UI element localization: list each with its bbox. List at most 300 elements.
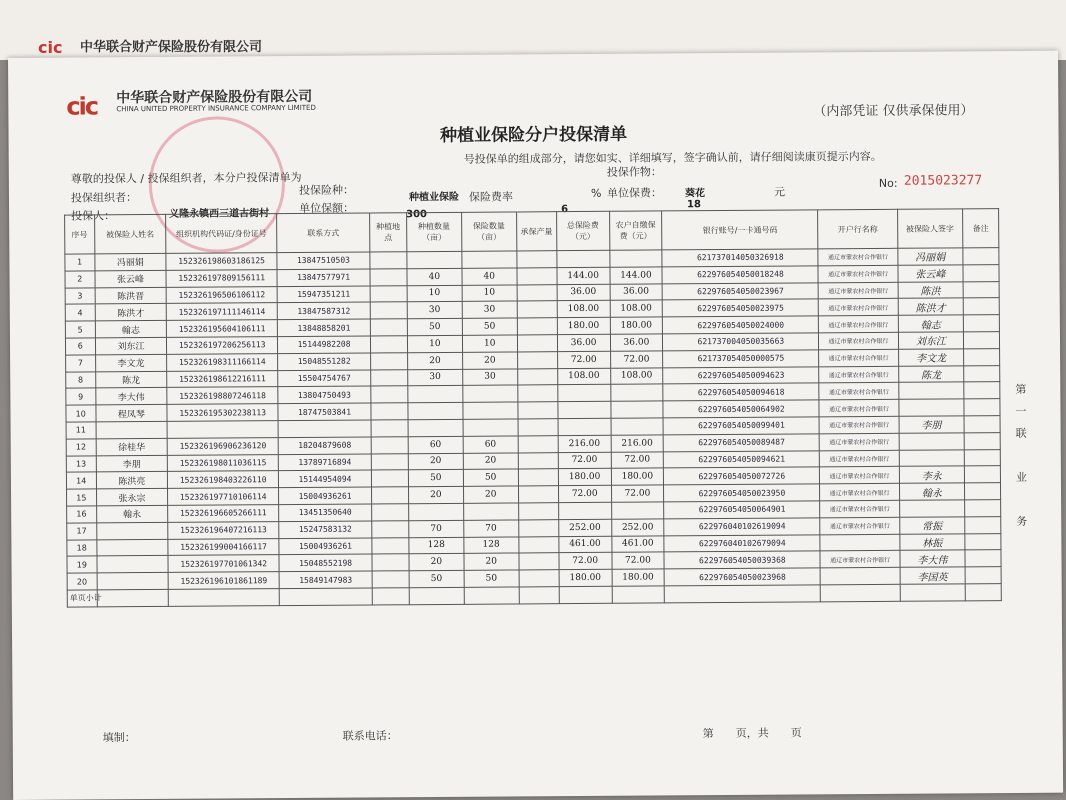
insured-signature: 李大伟 (900, 550, 966, 567)
row-number: 10 (66, 405, 96, 422)
remarks (963, 248, 999, 265)
form-number-label: No: (878, 176, 898, 190)
plant-location (372, 554, 409, 571)
insured-quantity (463, 402, 518, 419)
remarks (964, 416, 1000, 433)
plant-location (370, 252, 407, 269)
plant-location (370, 319, 407, 336)
bank-name: 通辽市蒙农村合作银行 (819, 366, 898, 383)
row-number: 7 (66, 355, 96, 372)
row-number: 19 (67, 556, 97, 573)
plant-quantity: 50 (407, 319, 462, 336)
id-number: 152326199004166117 (168, 538, 279, 556)
insured-name: 张永宗 (96, 489, 168, 506)
insured-name (96, 522, 168, 539)
insured-name: 陈洪亮 (96, 472, 168, 489)
id-number: 152326196506106112 (166, 286, 277, 304)
insured-yield (519, 553, 559, 570)
bank-account: 622976040102619094 (664, 518, 820, 536)
insured-quantity (464, 587, 519, 604)
plant-quantity (409, 503, 464, 520)
phone-number: 15849147983 (279, 571, 372, 588)
self-paid-premium: 72.00 (610, 351, 663, 368)
bank-name: 通辽市蒙农村合作银行 (820, 433, 899, 450)
plant-quantity: 30 (408, 369, 463, 386)
form-title: 种植业保险分户投保清单 (439, 124, 628, 146)
bank-account: 621737014050326918 (662, 249, 818, 267)
insured-quantity: 60 (463, 436, 518, 453)
filled-by-label: 填制： (102, 731, 136, 745)
plant-quantity (408, 403, 463, 420)
insured-name: 刘东江 (95, 337, 167, 354)
bank-account: 622976054050064901 (664, 501, 820, 519)
plant-quantity: 20 (407, 352, 462, 369)
insured-name: 李大伟 (95, 388, 167, 405)
insured-yield (518, 435, 558, 452)
bank-account: 622976054050094623 (663, 366, 819, 384)
remarks (965, 550, 1001, 567)
insured-label: 投保人： (71, 209, 116, 223)
total-premium (558, 502, 611, 519)
plant-location (370, 302, 407, 319)
id-number: 152326198807246118 (167, 387, 278, 405)
bank-name: 通辽市蒙农村合作银行 (820, 467, 899, 484)
phone-number: 15504754767 (278, 370, 371, 387)
insured-yield (518, 469, 558, 486)
insured-yield (517, 318, 557, 335)
bank-name: 通辽市蒙农村合作银行 (819, 332, 898, 349)
plant-location (371, 352, 408, 369)
insured-name: 翰志 (95, 321, 167, 338)
total-premium: 180.00 (557, 317, 610, 334)
side-note-char: 联 (1015, 426, 1027, 440)
row-number: 9 (66, 388, 96, 405)
insured-quantity: 40 (462, 268, 517, 285)
insured-value: 义隆永镇西三道古街村 (169, 208, 270, 220)
plant-location (371, 369, 408, 386)
id-number: 152326196605266111 (168, 505, 279, 523)
plant-location (370, 269, 407, 286)
insured-signature: 李永 (899, 466, 965, 483)
plant-location (371, 453, 408, 470)
unit-premium-label: 单位保费： (606, 186, 663, 200)
bank-name: 通辽市蒙农村合作银行 (820, 500, 899, 517)
id-number: 152326196101861189 (168, 572, 279, 590)
remarks (964, 348, 1000, 365)
unit-premium-unit: 元 (773, 185, 786, 199)
column-header: 开户行名称 (818, 209, 897, 249)
insured-name: 徐桂华 (96, 438, 168, 455)
insured-yield (518, 452, 558, 469)
insured-name: 陈龙 (95, 371, 167, 388)
bank-account: 622976054050018248 (662, 266, 818, 284)
phone-number: 13804750493 (278, 386, 371, 403)
phone-number: 13848858201 (277, 319, 370, 336)
id-number: 152326198011036115 (168, 454, 279, 472)
bank-name: 通辽市蒙农村合作银行 (818, 248, 897, 265)
unit-amount-label: 单位保额： (299, 201, 355, 215)
bank-name (820, 534, 899, 551)
row-number: 16 (67, 506, 97, 523)
insured-yield (519, 587, 559, 604)
plant-location (371, 487, 408, 504)
plant-location (372, 504, 409, 521)
plant-location (371, 470, 408, 487)
remarks (965, 533, 1001, 550)
insured-quantity (463, 385, 518, 402)
total-premium (558, 418, 611, 435)
plant-location (372, 520, 409, 537)
id-number: 152326197710106114 (168, 488, 279, 506)
remarks (963, 298, 999, 315)
table-header-row (65, 209, 999, 255)
bank-account: 621737054050000575 (663, 350, 819, 368)
total-premium: 108.00 (557, 368, 610, 385)
remarks (965, 483, 1001, 500)
id-number: 152326195302238113 (167, 404, 278, 422)
insured-quantity: 20 (463, 486, 518, 503)
self-paid-premium (610, 384, 663, 401)
self-paid-premium: 72.00 (611, 552, 664, 569)
self-paid-premium: 180.00 (611, 468, 664, 485)
insured-yield (519, 570, 559, 587)
plant-location (370, 336, 407, 353)
intro-line-b: 号投保单的组成部分，请您如实、详细填写，签字确认前，请仔细阅读康页提示内容。 (463, 149, 882, 166)
bank-account: 622976054050023950 (664, 484, 820, 502)
insured-quantity: 10 (462, 285, 517, 302)
insured-yield (518, 519, 558, 536)
plant-location (371, 420, 408, 437)
self-paid-premium: 144.00 (609, 267, 662, 284)
total-premium: 144.00 (557, 267, 610, 284)
id-number: 152326196906236120 (167, 437, 278, 455)
phone-number: 15004936261 (279, 538, 372, 555)
bank-name: 通辽市蒙农村合作银行 (819, 315, 898, 332)
insured-name: 张云峰 (95, 270, 167, 287)
unit-amount-value: 种植业保险 (408, 191, 460, 204)
insured-signature: 陈龙 (898, 365, 964, 382)
id-number: 152326198311166114 (167, 353, 278, 371)
bank-name: 通辽市蒙农村合作银行 (820, 551, 899, 568)
insured-yield (517, 267, 557, 284)
row-number: 1 (65, 254, 95, 271)
self-paid-premium: 108.00 (610, 368, 663, 385)
plant-quantity: 70 (409, 520, 464, 537)
phone-number: 13847577971 (277, 269, 370, 286)
id-number: 152326198403226110 (168, 471, 279, 489)
page-counter: 第 页，共 页 (702, 726, 802, 741)
insured-signature: 刘东江 (898, 332, 964, 349)
total-premium: 36.00 (557, 284, 610, 301)
self-paid-premium (611, 502, 664, 519)
total-premium: 72.00 (558, 452, 611, 469)
bank-name: 通辽市蒙农村合作银行 (818, 265, 897, 282)
insured-quantity: 30 (462, 369, 517, 386)
self-paid-premium (612, 586, 665, 603)
insured-signature (899, 433, 965, 450)
insured-yield (519, 536, 559, 553)
insured-quantity: 50 (462, 318, 517, 335)
row-number: 3 (65, 287, 95, 304)
phone-number (279, 588, 372, 605)
id-number: 152326196407216113 (168, 521, 279, 539)
bank-name (821, 584, 900, 601)
insured-quantity: 128 (464, 536, 519, 553)
insured-yield (517, 385, 557, 402)
internal-note: （内部凭证 仅供承保使用） (813, 103, 974, 120)
self-paid-premium (611, 418, 664, 435)
phone-number: 13789716894 (278, 454, 371, 471)
bank-name: 通辽市蒙农村合作银行 (820, 517, 899, 534)
column-header: 农户自缴保费（元） (609, 211, 662, 250)
bank-account: 622976054050023968 (664, 568, 820, 586)
insured-signature: 冯丽娟 (897, 248, 963, 265)
column-header: 总保险费（元） (556, 211, 609, 250)
handwritten-300: 300 (406, 209, 428, 221)
phone-number: 13847587312 (277, 302, 370, 319)
bank-account: 622976054050094621 (664, 450, 820, 468)
insured-quantity (463, 503, 518, 520)
logo-icon: cic (38, 38, 63, 57)
id-number (167, 421, 278, 439)
phone-number: 15947351211 (277, 286, 370, 303)
remarks (964, 432, 1000, 449)
id-number: 152326195604106111 (167, 320, 278, 338)
insured-signature (899, 500, 965, 517)
total-premium: 72.00 (559, 553, 612, 570)
bank-name: 通辽市蒙农村合作银行 (819, 299, 898, 316)
plant-location (372, 537, 409, 554)
plant-quantity (409, 587, 464, 604)
insured-name: 陈洪晋 (95, 287, 167, 304)
insured-signature (898, 382, 964, 399)
plant-quantity (407, 251, 462, 268)
plant-location (370, 285, 407, 302)
phone-number: 15144954094 (278, 470, 371, 487)
organizer-label: 投保组织者： (70, 191, 138, 205)
column-header: 保险数量（亩） (461, 212, 516, 251)
total-premium: 461.00 (559, 536, 612, 553)
company-name-cn: 中华联合财产保险股份有限公司 (116, 88, 313, 107)
insured-quantity: 20 (464, 553, 519, 570)
bank-account: 622976054050064902 (663, 400, 819, 418)
insured-name (97, 556, 169, 573)
total-premium (559, 586, 612, 603)
self-paid-premium (609, 250, 662, 267)
column-header: 种植地点 (370, 213, 407, 252)
bank-account: 622976054050024000 (663, 316, 819, 334)
remarks (963, 264, 999, 281)
bank-name: 通辽市蒙农村合作银行 (819, 349, 898, 366)
insured-name (96, 421, 168, 438)
insurance-form (8, 51, 1063, 800)
intro-line-a: 尊敬的投保人 / 投保组织者，本分户投保清单为 (70, 170, 302, 186)
bank-name: 通辽市蒙农村合作银行 (819, 399, 898, 416)
total-premium: 108.00 (557, 301, 610, 318)
insured-signature: 常振 (899, 517, 965, 534)
row-number: 17 (67, 523, 97, 540)
column-header: 联系方式 (277, 213, 370, 253)
insured-yield (517, 335, 557, 352)
plant-location (371, 436, 408, 453)
total-premium: 180.00 (558, 469, 611, 486)
remarks (965, 584, 1001, 601)
row-number: 15 (67, 489, 97, 506)
plant-quantity (408, 419, 463, 436)
remarks (964, 399, 1000, 416)
phone-number: 15048552198 (279, 554, 372, 571)
contact-phone-label: 联系电话： (342, 729, 398, 743)
insured-yield (517, 251, 557, 268)
row-number: 14 (66, 472, 96, 489)
self-paid-premium: 72.00 (611, 451, 664, 468)
bank-account: 621737004050035663 (663, 333, 819, 351)
id-number: 152326197701061342 (168, 555, 279, 573)
logo-icon: cic (66, 92, 98, 121)
bank-name: 通辽市蒙农村合作银行 (819, 383, 898, 400)
insured-signature: 李文龙 (898, 349, 964, 366)
row-number: 13 (66, 455, 96, 472)
insured-quantity: 20 (462, 352, 517, 369)
bank-account: 622976054050094618 (663, 383, 819, 401)
insured-yield (518, 419, 558, 436)
phone-number: 18747503841 (278, 403, 371, 420)
phone-number: 15144982208 (278, 336, 371, 353)
plant-quantity: 30 (407, 302, 462, 319)
insured-signature (899, 449, 965, 466)
company-name-en: CHINA UNITED PROPERTY INSURANCE COMPANY LIMITED (116, 103, 316, 114)
insured-signature (900, 584, 966, 601)
insured-name: 李朋 (96, 455, 168, 472)
plant-location (371, 386, 408, 403)
remarks (965, 500, 1001, 517)
insured-yield (518, 503, 558, 520)
insured-signature: 林振 (899, 533, 965, 550)
plant-quantity: 20 (409, 554, 464, 571)
insured-yield (517, 351, 557, 368)
bank-account: 622976054050023967 (662, 282, 818, 300)
insured-name: 冯丽娟 (94, 253, 166, 270)
insured-name: 李文龙 (95, 354, 167, 371)
bank-name: 通辽市蒙农村合作银行 (820, 450, 899, 467)
self-paid-premium: 180.00 (610, 317, 663, 334)
insured-yield (517, 284, 557, 301)
self-paid-premium: 36.00 (610, 284, 663, 301)
total-premium: 36.00 (557, 334, 610, 351)
policy-table (64, 208, 1002, 607)
bank-name: 通辽市蒙农村合作银行 (819, 416, 898, 433)
row-number: 5 (65, 321, 95, 338)
phone-number: 15247583132 (279, 521, 372, 538)
id-number: 152326197206256113 (167, 337, 278, 355)
plant-quantity: 40 (407, 268, 462, 285)
insured-name (97, 573, 169, 590)
plant-quantity: 128 (409, 537, 464, 554)
remarks (963, 332, 999, 349)
row-number: 单页小计 (67, 590, 97, 607)
crop-label: 投保作物： (606, 165, 662, 179)
total-premium: 72.00 (557, 351, 610, 368)
phone-number: 13451350640 (279, 504, 372, 521)
bank-account: 622976054050023975 (662, 299, 818, 317)
plant-quantity (408, 386, 463, 403)
insured-signature: 陈洪 (898, 281, 964, 298)
plant-quantity: 20 (408, 453, 463, 470)
side-note-char: 业 (1015, 470, 1027, 484)
remarks (963, 281, 999, 298)
form-number: 2015023277 (903, 173, 983, 189)
row-number: 6 (65, 338, 95, 355)
total-premium (558, 385, 611, 402)
insured-name: 程凤琴 (95, 405, 167, 422)
insured-quantity: 50 (464, 570, 519, 587)
insured-yield (517, 368, 557, 385)
insured-quantity: 50 (463, 469, 518, 486)
bank-name: 通辽市蒙农村合作银行 (819, 282, 898, 299)
bank-name (821, 567, 900, 584)
remarks (964, 382, 1000, 399)
bank-account: 622976054050072726 (664, 467, 820, 485)
row-number: 11 (66, 422, 96, 439)
row-number: 2 (65, 271, 95, 288)
self-paid-premium: 461.00 (611, 535, 664, 552)
plant-location (372, 588, 409, 605)
table-body (65, 248, 1001, 607)
phone-number: 15048551282 (278, 353, 371, 370)
bank-account: 622976040102679094 (664, 534, 820, 552)
id-number: 152326197111146114 (167, 303, 278, 321)
column-header: 种植数量（亩） (406, 212, 461, 251)
remarks (963, 315, 999, 332)
insured-name: 陈洪才 (95, 304, 167, 321)
column-header: 被保险人姓名 (94, 214, 166, 253)
insurer-type-label: 投保险种： (298, 183, 354, 197)
phone-number: 18204879608 (278, 437, 371, 454)
self-paid-premium: 216.00 (611, 435, 664, 452)
insured-quantity (463, 419, 518, 436)
row-number: 20 (67, 573, 97, 590)
row-number: 18 (67, 539, 97, 556)
plant-quantity: 60 (408, 436, 463, 453)
bank-account (664, 585, 820, 603)
insured-signature (899, 399, 965, 416)
plant-location (371, 403, 408, 420)
column-header: 承保产量 (516, 212, 556, 251)
self-paid-premium: 180.00 (612, 569, 665, 586)
insured-quantity (462, 251, 517, 268)
insured-signature: 张云峰 (898, 265, 964, 282)
insured-signature: 李朋 (899, 416, 965, 433)
plant-quantity: 10 (407, 335, 462, 352)
unit-premium-value: 葵花 (684, 188, 706, 200)
self-paid-premium: 36.00 (610, 334, 663, 351)
id-number: 152326197809156111 (166, 269, 277, 287)
total-premium (557, 250, 610, 267)
insured-name (97, 589, 169, 606)
column-header: 银行账号/一卡通号码 (662, 210, 818, 250)
remarks (965, 567, 1001, 584)
insured-name: 翰永 (96, 505, 168, 522)
remarks (965, 516, 1001, 533)
id-number (169, 589, 280, 607)
plant-quantity: 50 (409, 570, 464, 587)
id-number: 152326198603186125 (166, 253, 277, 271)
insured-quantity: 30 (462, 301, 517, 318)
self-paid-premium: 252.00 (611, 519, 664, 536)
insured-yield (518, 402, 558, 419)
side-note-char: 第 (1015, 382, 1027, 396)
insured-quantity: 20 (463, 453, 518, 470)
